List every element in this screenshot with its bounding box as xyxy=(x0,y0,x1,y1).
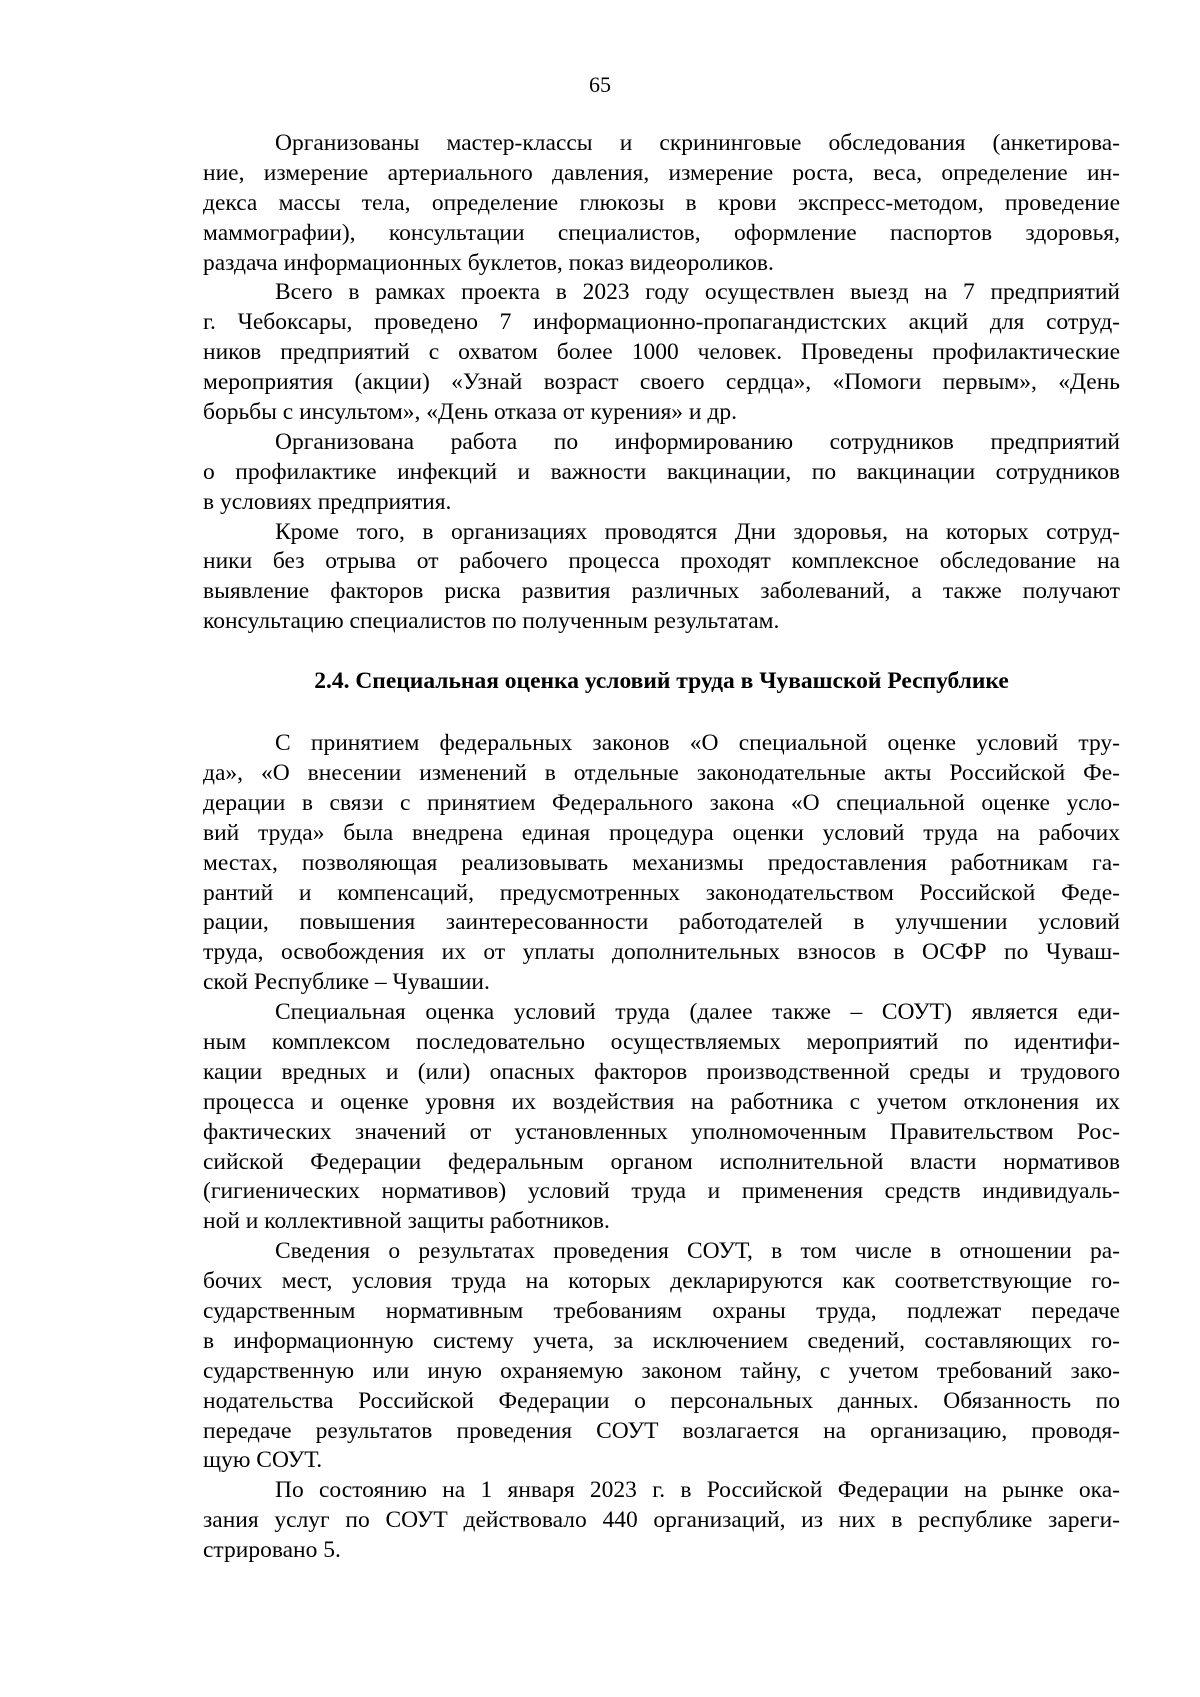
text-line: в условиях предприятия. xyxy=(203,488,452,515)
text-line: ной и коллективной защиты работников. xyxy=(203,1208,610,1235)
text-line: стрировано 5. xyxy=(203,1537,341,1564)
paragraph xyxy=(203,518,1120,638)
text-line: декса массы тела, определение глюкозы в крови экспресс-методом, проведение xyxy=(203,189,1120,216)
text-line: сийской Федерации федеральным органом исполнительной власти нормативов xyxy=(203,1148,1120,1175)
text-line: Организована работа по информированию сотрудников предприятий xyxy=(275,428,1120,455)
text-line: консультацию специалистов по полученным результатам. xyxy=(203,608,780,635)
text-line: ников предприятий с охватом более 1000 человек. Проведены профилактические xyxy=(203,339,1120,366)
text-line: Всего в рамках проекта в 2023 году осуществлен выезд на 7 предприятий xyxy=(275,279,1120,306)
text-line: ние, измерение артериального давления, измерение роста, веса, определение ин- xyxy=(203,159,1120,186)
top-paragraphs xyxy=(203,129,1120,637)
text-line: (гигиенических нормативов) условий труда и применения средств индивидуаль- xyxy=(203,1178,1120,1205)
text-line: ской Республике – Чувашии. xyxy=(203,969,490,996)
text-line: зания услуг по СОУТ действовало 440 организаций, из них в республике зареги- xyxy=(203,1507,1120,1534)
text-line: Организованы мастер-классы и скрининговые обследования (анкетирова- xyxy=(275,130,1120,156)
text-line: Сведения о результатах проведения СОУТ, в том числе в отношении ра- xyxy=(275,1238,1120,1265)
text-line: вий труда» была внедрена единая процедура оценки условий труда на рабочих xyxy=(203,819,1120,846)
text-line: щую СОУТ. xyxy=(203,1447,323,1474)
text-line: маммографии), консультации специалистов, оформление паспортов здоровья, xyxy=(203,219,1120,246)
text-line: ным комплексом последовательно осуществляемых мероприятий по идентифи- xyxy=(203,1028,1120,1055)
text-line: процесса и оценке уровня их воздействия на работника с учетом отклонения их xyxy=(203,1088,1120,1115)
paragraph xyxy=(203,729,1120,998)
text-line: в информационную систему учета, за исключением сведений, составляющих го- xyxy=(203,1327,1120,1354)
text-line: По состоянию на 1 января 2023 г. в Российской Федерации на рынке ока- xyxy=(275,1477,1120,1504)
text-line: фактических значений от установленных уполномоченным Правительством Рос- xyxy=(203,1118,1120,1145)
text-line: Кроме того, в организациях проводятся Дни здоровья, на которых сотруд- xyxy=(275,518,1120,545)
section-heading: 2.4. Специальная оценка условий труда в Чувашской Республике xyxy=(314,668,1009,695)
paragraph xyxy=(203,129,1120,278)
text-line: рации, повышения заинтересованности работодателей в улучшении условий xyxy=(203,909,1120,936)
text-line: ники без отрыва от рабочего процесса проходят комплексное обследование на xyxy=(203,548,1120,575)
page-number: 65 xyxy=(589,72,611,97)
text-line: местах, позволяющая реализовывать механизмы предоставления работникам га- xyxy=(203,849,1120,876)
text-line: бочих мест, условия труда на которых декларируются как соответствующие го- xyxy=(203,1268,1120,1295)
bottom-paragraphs xyxy=(203,729,1120,1566)
paragraph xyxy=(203,428,1120,518)
text-line: труда, освобождения их от уплаты дополнительных взносов в ОСФР по Чуваш- xyxy=(203,939,1120,966)
text-line: борьбы с инсультом», «День отказа от курения» и др. xyxy=(203,399,737,426)
text-line: кации вредных и (или) опасных факторов производственной среды и трудового xyxy=(203,1058,1120,1085)
text-line: мероприятия (акции) «Узнай возраст своего сердца», «Помоги первым», «День xyxy=(203,369,1120,396)
text-line: выявление факторов риска развития различных заболеваний, а также получают xyxy=(203,578,1120,605)
text-line: сударственным нормативным требованиям охраны труда, подлежат передаче xyxy=(203,1297,1120,1324)
text-line: С принятием федеральных законов «О специальной оценке условий тру- xyxy=(275,730,1120,757)
text-line: раздача информационных буклетов, показ видеороликов. xyxy=(203,249,774,276)
text-line: передаче результатов проведения СОУТ возлагается на организацию, проводя- xyxy=(203,1417,1120,1444)
text-line: да», «О внесении изменений в отдельные законодательные акты Российской Фе- xyxy=(203,759,1120,786)
paragraph xyxy=(203,1237,1120,1476)
text-line: дерации в связи с принятием Федерального закона «О специальной оценке усло- xyxy=(203,789,1120,816)
text-line: о профилактике инфекций и важности вакцинации, по вакцинации сотрудников xyxy=(203,458,1120,485)
text-line: сударственную или иную охраняемую законом тайну, с учетом требований зако- xyxy=(203,1357,1120,1384)
paragraph xyxy=(203,1476,1120,1566)
text-line: Специальная оценка условий труда (далее также – СОУТ) является еди- xyxy=(275,999,1120,1026)
text-line: нодательства Российской Федерации о персональных данных. Обязанность по xyxy=(203,1387,1120,1414)
page-content xyxy=(203,129,1120,1566)
text-line: рантий и компенсаций, предусмотренных законодательством Российской Феде- xyxy=(203,879,1120,906)
paragraph xyxy=(203,998,1120,1237)
text-line: г. Чебоксары, проведено 7 информационно-пропагандистских акций для сотруд- xyxy=(203,309,1120,336)
paragraph xyxy=(203,278,1120,427)
